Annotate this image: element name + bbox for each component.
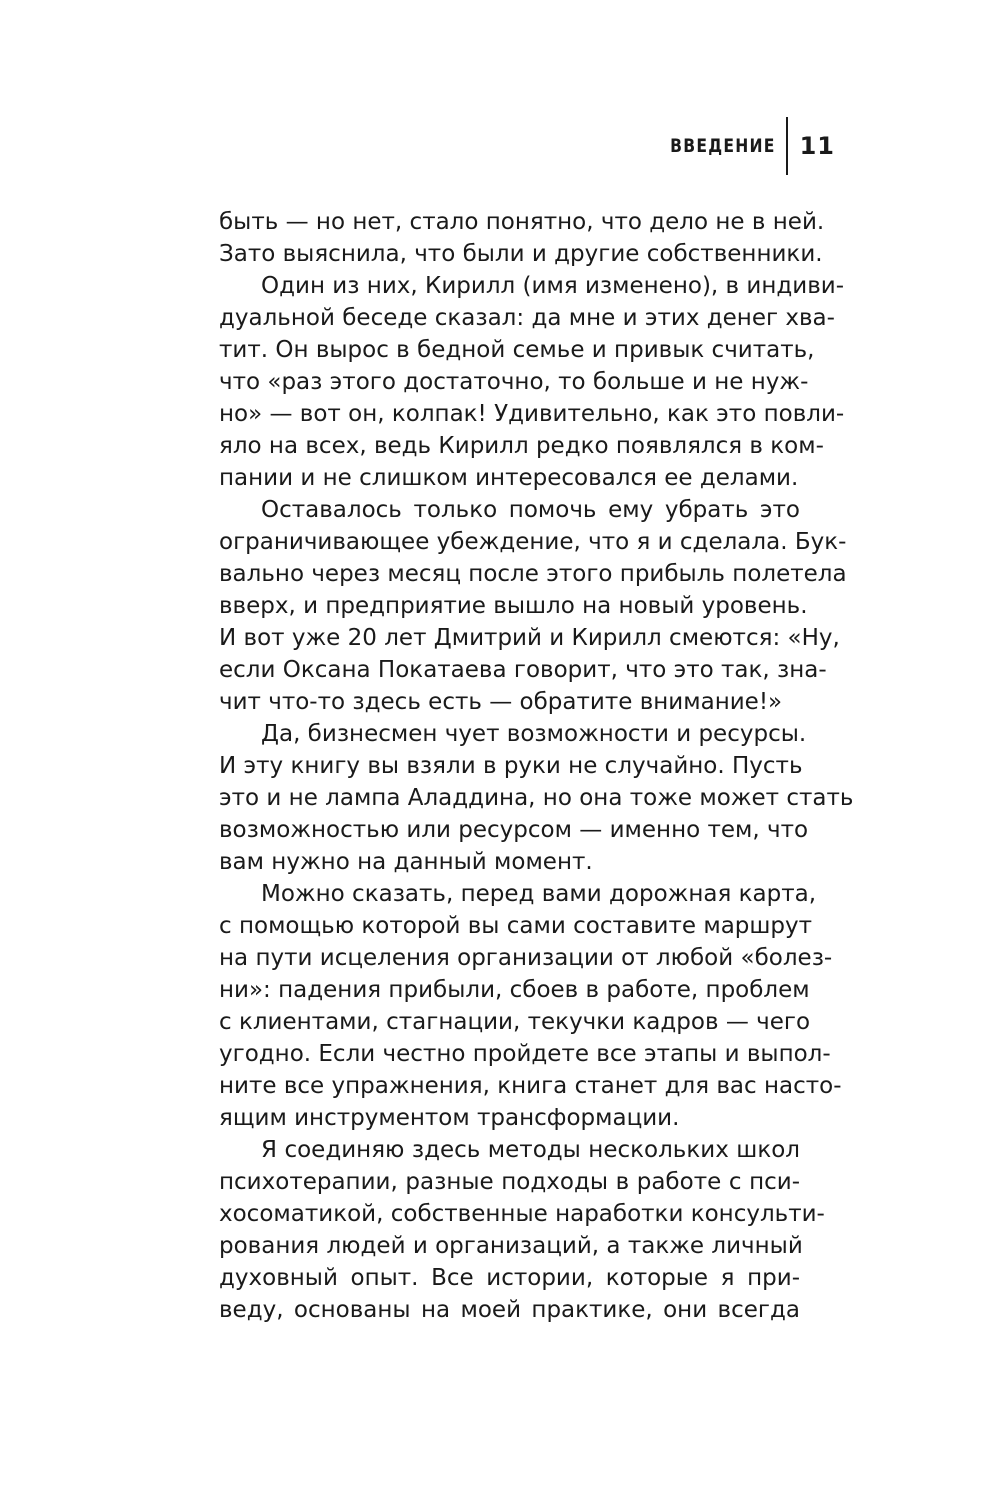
text-line: яло на всех, ведь Кирилл редко появлялся в ком- <box>219 433 824 459</box>
text-line: это и не лампа Аладдина, но она тоже может стать <box>219 785 854 811</box>
section-title: ВВЕДЕНИЕ <box>670 135 776 157</box>
text-line: пании и не слишком интересовался ее делами. <box>219 465 799 491</box>
text-line: Да, бизнесмен чует возможности и ресурсы. <box>261 721 807 747</box>
text-line: Я соединяю здесь методы нескольких школ <box>261 1137 800 1163</box>
text-line: угодно. Если честно пройдете все этапы и выпол- <box>219 1041 831 1067</box>
text-line: И вот уже 20 лет Дмитрий и Кирилл смеются: «Ну, <box>219 625 840 651</box>
text-line: но» — вот он, колпак! Удивительно, как это повли- <box>219 401 845 427</box>
text-line: ните все упражнения, книга станет для вас насто- <box>219 1073 842 1099</box>
text-line: И эту книгу вы взяли в руки не случайно. Пусть <box>219 753 803 779</box>
text-line: хосоматикой, собственные наработки консульти- <box>219 1201 825 1227</box>
header-divider <box>786 117 788 175</box>
body-text <box>219 206 854 1326</box>
text-line: ящим инструментом трансформации. <box>219 1105 680 1131</box>
text-line: духовный опыт. Все истории, которые я при- <box>219 1265 800 1291</box>
text-line: веду, основаны на моей практике, они всегда <box>219 1297 800 1323</box>
text-line: психотерапии, разные подходы в работе с пси- <box>219 1169 800 1195</box>
text-line: быть — но нет, стало понятно, что дело не в ней. <box>219 209 825 235</box>
text-line: с помощью которой вы сами составите маршрут <box>219 913 813 939</box>
text-line: ни»: падения прибыли, сбоев в работе, проблем <box>219 977 810 1003</box>
text-line: вам нужно на данный момент. <box>219 849 593 875</box>
text-line: с клиентами, стагнации, текучки кадров — чего <box>219 1009 811 1035</box>
text-line: ограничивающее убеждение, что я и сделала. Бук- <box>219 529 847 555</box>
text-line: рования людей и организаций, а также личный <box>219 1233 803 1259</box>
text-line: Оставалось только помочь ему убрать это <box>261 497 800 523</box>
text-line: вверх, и предприятие вышло на новый уровень. <box>219 593 808 619</box>
text-line: если Оксана Покатаева говорит, что это так, зна- <box>219 657 827 683</box>
text-line: Один из них, Кирилл (имя изменено), в индиви- <box>261 273 845 299</box>
text-line: на пути исцеления организации от любой «болез- <box>219 945 833 971</box>
text-line: что «раз этого достаточно, то больше и не нуж- <box>219 369 809 395</box>
text-line: Зато выяснила, что были и другие собственники. <box>219 241 823 267</box>
page-number: 11 <box>799 132 835 160</box>
text-line: дуальной беседе сказал: да мне и этих денег хва- <box>219 305 835 331</box>
text-line: вально через месяц после этого прибыль полетела <box>219 561 847 587</box>
text-line: возможностью или ресурсом — именно тем, что <box>219 817 809 843</box>
text-line: чит что-то здесь есть — обратите внимание!» <box>219 689 783 715</box>
running-header <box>647 117 835 175</box>
text-line: Можно сказать, перед вами дорожная карта, <box>261 881 817 907</box>
text-line: тит. Он вырос в бедной семье и привык считать, <box>219 337 815 363</box>
